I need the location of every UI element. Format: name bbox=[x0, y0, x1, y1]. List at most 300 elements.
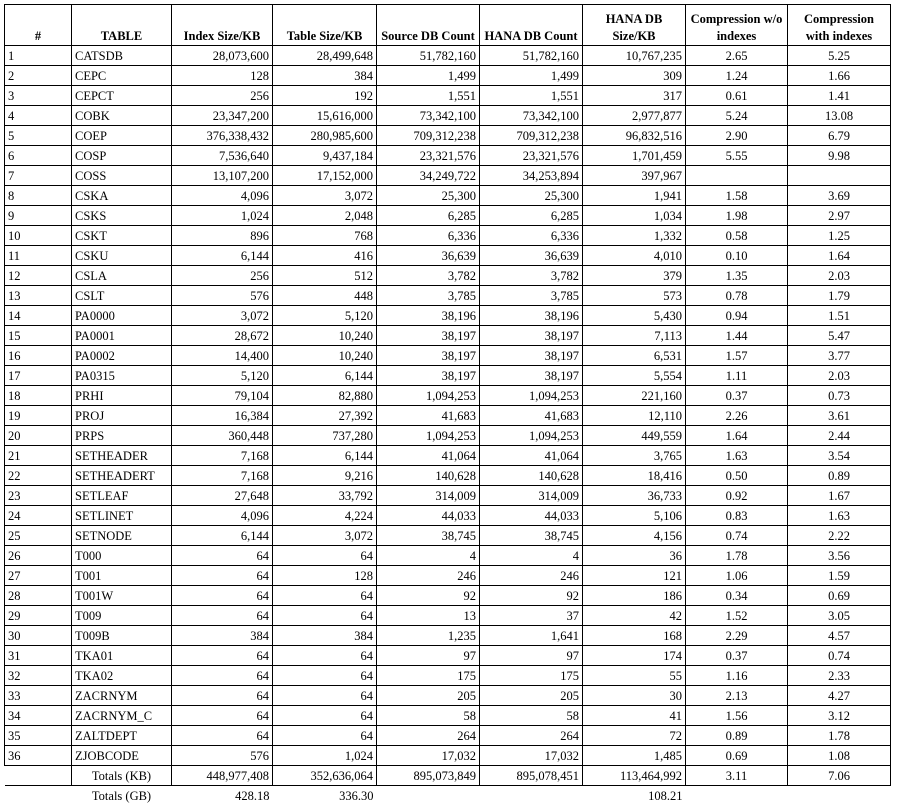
cell-table-name: SETLEAF bbox=[72, 486, 172, 506]
cell-compression-without-indexes: 1.06 bbox=[686, 566, 788, 586]
cell-hana-count: 1,499 bbox=[480, 66, 583, 86]
cell-table-name: PROJ bbox=[72, 406, 172, 426]
cell-num: 6 bbox=[5, 146, 72, 166]
cell-source-count: 1,094,253 bbox=[377, 426, 480, 446]
cell-table-size: 192 bbox=[273, 86, 377, 106]
cell-hana-count: 3,782 bbox=[480, 266, 583, 286]
cell-compression-with-indexes: 1.78 bbox=[788, 726, 891, 746]
cell-index-size: 7,168 bbox=[172, 446, 273, 466]
cell-hana-count: 314,009 bbox=[480, 486, 583, 506]
table-row bbox=[5, 466, 891, 486]
header-table-size: Table Size/KB bbox=[273, 5, 377, 46]
cell-hana-size: 168 bbox=[583, 626, 686, 646]
cell-table-name: PRHI bbox=[72, 386, 172, 406]
cell-hana-size: 174 bbox=[583, 646, 686, 666]
cell-table-name: PA0002 bbox=[72, 346, 172, 366]
cell-compression-without-indexes: 0.94 bbox=[686, 306, 788, 326]
totals-gb-label: Totals (GB) bbox=[91, 788, 152, 803]
cell-table-size: 5,120 bbox=[273, 306, 377, 326]
cell-compression-with-indexes: 1.66 bbox=[788, 66, 891, 86]
totals-gb-empty-c2 bbox=[788, 786, 891, 806]
cell-source-count: 6,336 bbox=[377, 226, 480, 246]
cell-num: 27 bbox=[5, 566, 72, 586]
cell-hana-count: 36,639 bbox=[480, 246, 583, 266]
cell-table-name: CSLA bbox=[72, 266, 172, 286]
cell-source-count: 1,235 bbox=[377, 626, 480, 646]
cell-compression-without-indexes: 0.58 bbox=[686, 226, 788, 246]
cell-compression-without-indexes: 5.55 bbox=[686, 146, 788, 166]
cell-index-size: 360,448 bbox=[172, 426, 273, 446]
cell-compression-with-indexes bbox=[788, 166, 891, 186]
cell-num: 29 bbox=[5, 606, 72, 626]
cell-hana-count: 37 bbox=[480, 606, 583, 626]
cell-compression-with-indexes: 3.61 bbox=[788, 406, 891, 426]
cell-index-size: 64 bbox=[172, 606, 273, 626]
cell-source-count: 41,064 bbox=[377, 446, 480, 466]
cell-source-count: 23,321,576 bbox=[377, 146, 480, 166]
cell-compression-without-indexes: 1.64 bbox=[686, 426, 788, 446]
table-row bbox=[5, 186, 891, 206]
cell-table-size: 64 bbox=[273, 686, 377, 706]
cell-compression-without-indexes: 2.65 bbox=[686, 46, 788, 66]
cell-hana-count: 97 bbox=[480, 646, 583, 666]
cell-source-count: 6,285 bbox=[377, 206, 480, 226]
cell-hana-size: 2,977,877 bbox=[583, 106, 686, 126]
cell-table-name: PA0001 bbox=[72, 326, 172, 346]
table-row bbox=[5, 106, 891, 126]
totals-kb-row bbox=[5, 766, 891, 786]
cell-table-name: T001 bbox=[72, 566, 172, 586]
cell-hana-size: 449,559 bbox=[583, 426, 686, 446]
cell-compression-without-indexes: 1.44 bbox=[686, 326, 788, 346]
table-row bbox=[5, 286, 891, 306]
cell-compression-without-indexes: 2.13 bbox=[686, 686, 788, 706]
cell-compression-with-indexes: 1.59 bbox=[788, 566, 891, 586]
cell-table-size: 27,392 bbox=[273, 406, 377, 426]
cell-hana-count: 709,312,238 bbox=[480, 126, 583, 146]
cell-num: 5 bbox=[5, 126, 72, 146]
cell-compression-with-indexes: 9.98 bbox=[788, 146, 891, 166]
cell-compression-with-indexes: 1.51 bbox=[788, 306, 891, 326]
cell-hana-size: 1,701,459 bbox=[583, 146, 686, 166]
cell-table-size: 10,240 bbox=[273, 346, 377, 366]
cell-source-count: 314,009 bbox=[377, 486, 480, 506]
cell-compression-with-indexes: 2.44 bbox=[788, 426, 891, 446]
cell-index-size: 3,072 bbox=[172, 306, 273, 326]
cell-compression-without-indexes: 0.89 bbox=[686, 726, 788, 746]
cell-table-name: COSS bbox=[72, 166, 172, 186]
cell-table-size: 128 bbox=[273, 566, 377, 586]
cell-hana-count: 6,336 bbox=[480, 226, 583, 246]
table-row bbox=[5, 166, 891, 186]
cell-hana-size: 18,416 bbox=[583, 466, 686, 486]
cell-table-size: 3,072 bbox=[273, 186, 377, 206]
cell-compression-with-indexes: 5.47 bbox=[788, 326, 891, 346]
cell-source-count: 73,342,100 bbox=[377, 106, 480, 126]
cell-source-count: 38,197 bbox=[377, 346, 480, 366]
cell-source-count: 58 bbox=[377, 706, 480, 726]
cell-table-name: PA0315 bbox=[72, 366, 172, 386]
cell-num: 9 bbox=[5, 206, 72, 226]
cell-compression-with-indexes: 1.79 bbox=[788, 286, 891, 306]
cell-index-size: 64 bbox=[172, 646, 273, 666]
cell-table-size: 416 bbox=[273, 246, 377, 266]
cell-hana-count: 6,285 bbox=[480, 206, 583, 226]
cell-table-name: TKA02 bbox=[72, 666, 172, 686]
header-compression-without-indexes: Compression w/o indexes bbox=[686, 5, 788, 46]
cell-hana-count: 73,342,100 bbox=[480, 106, 583, 126]
cell-hana-count: 34,253,894 bbox=[480, 166, 583, 186]
cell-table-size: 33,792 bbox=[273, 486, 377, 506]
cell-table-name: T009B bbox=[72, 626, 172, 646]
cell-index-size: 376,338,432 bbox=[172, 126, 273, 146]
cell-hana-size: 42 bbox=[583, 606, 686, 626]
cell-hana-count: 38,197 bbox=[480, 326, 583, 346]
cell-num: 7 bbox=[5, 166, 72, 186]
cell-table-size: 384 bbox=[273, 66, 377, 86]
cell-compression-with-indexes: 3.05 bbox=[788, 606, 891, 626]
cell-table-name: TKA01 bbox=[72, 646, 172, 666]
cell-index-size: 16,384 bbox=[172, 406, 273, 426]
cell-compression-with-indexes: 3.56 bbox=[788, 546, 891, 566]
cell-compression-without-indexes: 1.52 bbox=[686, 606, 788, 626]
cell-table-size: 4,224 bbox=[273, 506, 377, 526]
cell-num: 16 bbox=[5, 346, 72, 366]
cell-table-name: CSKA bbox=[72, 186, 172, 206]
cell-source-count: 34,249,722 bbox=[377, 166, 480, 186]
table-row bbox=[5, 546, 891, 566]
cell-hana-size: 7,113 bbox=[583, 326, 686, 346]
totals-gb-empty-c1 bbox=[686, 786, 788, 806]
cell-index-size: 7,168 bbox=[172, 466, 273, 486]
cell-compression-without-indexes: 2.29 bbox=[686, 626, 788, 646]
cell-num: 25 bbox=[5, 526, 72, 546]
cell-compression-without-indexes: 0.92 bbox=[686, 486, 788, 506]
cell-num: 10 bbox=[5, 226, 72, 246]
cell-table-name: SETNODE bbox=[72, 526, 172, 546]
header-num: # bbox=[5, 5, 72, 46]
cell-num: 31 bbox=[5, 646, 72, 666]
cell-num: 18 bbox=[5, 386, 72, 406]
cell-index-size: 896 bbox=[172, 226, 273, 246]
cell-table-size: 10,240 bbox=[273, 326, 377, 346]
cell-compression-with-indexes: 4.27 bbox=[788, 686, 891, 706]
table-row bbox=[5, 586, 891, 606]
cell-source-count: 92 bbox=[377, 586, 480, 606]
cell-hana-size: 30 bbox=[583, 686, 686, 706]
cell-compression-with-indexes: 1.08 bbox=[788, 746, 891, 766]
cell-table-name: COSP bbox=[72, 146, 172, 166]
cell-num: 33 bbox=[5, 686, 72, 706]
cell-compression-without-indexes: 1.57 bbox=[686, 346, 788, 366]
table-row bbox=[5, 686, 891, 706]
cell-hana-size: 41 bbox=[583, 706, 686, 726]
cell-hana-size: 72 bbox=[583, 726, 686, 746]
cell-compression-with-indexes: 2.03 bbox=[788, 366, 891, 386]
cell-table-size: 15,616,000 bbox=[273, 106, 377, 126]
cell-hana-size: 12,110 bbox=[583, 406, 686, 426]
cell-compression-with-indexes: 1.64 bbox=[788, 246, 891, 266]
cell-source-count: 3,782 bbox=[377, 266, 480, 286]
cell-source-count: 36,639 bbox=[377, 246, 480, 266]
cell-hana-count: 58 bbox=[480, 706, 583, 726]
cell-hana-count: 17,032 bbox=[480, 746, 583, 766]
table-row bbox=[5, 126, 891, 146]
cell-source-count: 4 bbox=[377, 546, 480, 566]
cell-compression-with-indexes: 1.67 bbox=[788, 486, 891, 506]
cell-source-count: 38,196 bbox=[377, 306, 480, 326]
cell-table-size: 280,985,600 bbox=[273, 126, 377, 146]
cell-num: 28 bbox=[5, 586, 72, 606]
cell-compression-with-indexes: 0.69 bbox=[788, 586, 891, 606]
cell-table-name: CSKS bbox=[72, 206, 172, 226]
cell-compression-without-indexes: 0.37 bbox=[686, 646, 788, 666]
table-row bbox=[5, 406, 891, 426]
cell-table-size: 1,024 bbox=[273, 746, 377, 766]
cell-source-count: 13 bbox=[377, 606, 480, 626]
cell-compression-without-indexes: 2.90 bbox=[686, 126, 788, 146]
cell-num: 30 bbox=[5, 626, 72, 646]
cell-hana-size: 1,941 bbox=[583, 186, 686, 206]
cell-hana-count: 3,785 bbox=[480, 286, 583, 306]
cell-num: 11 bbox=[5, 246, 72, 266]
cell-compression-without-indexes: 0.69 bbox=[686, 746, 788, 766]
cell-table-name: ZJOBCODE bbox=[72, 746, 172, 766]
cell-table-name: COEP bbox=[72, 126, 172, 146]
table-row bbox=[5, 626, 891, 646]
header-source-count: Source DB Count bbox=[377, 5, 480, 46]
cell-index-size: 256 bbox=[172, 266, 273, 286]
header-hana-count: HANA DB Count bbox=[480, 5, 583, 46]
table-row bbox=[5, 446, 891, 466]
table-row bbox=[5, 706, 891, 726]
cell-hana-size: 5,430 bbox=[583, 306, 686, 326]
cell-hana-size: 4,156 bbox=[583, 526, 686, 546]
compression-table bbox=[4, 4, 891, 805]
cell-hana-size: 221,160 bbox=[583, 386, 686, 406]
cell-hana-count: 140,628 bbox=[480, 466, 583, 486]
cell-hana-size: 36 bbox=[583, 546, 686, 566]
cell-hana-count: 1,094,253 bbox=[480, 386, 583, 406]
cell-hana-size: 397,967 bbox=[583, 166, 686, 186]
header-compression-with-indexes: Compression with indexes bbox=[788, 5, 891, 46]
table-row bbox=[5, 606, 891, 626]
cell-index-size: 13,107,200 bbox=[172, 166, 273, 186]
cell-compression-with-indexes: 4.57 bbox=[788, 626, 891, 646]
table-row bbox=[5, 366, 891, 386]
cell-hana-size: 3,765 bbox=[583, 446, 686, 466]
cell-table-size: 82,880 bbox=[273, 386, 377, 406]
cell-compression-without-indexes: 1.24 bbox=[686, 66, 788, 86]
cell-table-size: 737,280 bbox=[273, 426, 377, 446]
table-header bbox=[5, 5, 891, 46]
cell-hana-size: 55 bbox=[583, 666, 686, 686]
cell-compression-without-indexes: 0.83 bbox=[686, 506, 788, 526]
table-row bbox=[5, 326, 891, 346]
cell-hana-size: 1,332 bbox=[583, 226, 686, 246]
cell-source-count: 264 bbox=[377, 726, 480, 746]
table-footer bbox=[5, 766, 891, 806]
cell-index-size: 576 bbox=[172, 286, 273, 306]
cell-compression-with-indexes: 2.97 bbox=[788, 206, 891, 226]
cell-source-count: 3,785 bbox=[377, 286, 480, 306]
cell-index-size: 6,144 bbox=[172, 246, 273, 266]
cell-source-count: 41,683 bbox=[377, 406, 480, 426]
cell-source-count: 709,312,238 bbox=[377, 126, 480, 146]
cell-table-size: 64 bbox=[273, 546, 377, 566]
cell-table-size: 64 bbox=[273, 586, 377, 606]
totals-kb-compression-without-indexes: 3.11 bbox=[686, 766, 788, 786]
cell-compression-with-indexes: 3.69 bbox=[788, 186, 891, 206]
cell-table-name: SETHEADERT bbox=[72, 466, 172, 486]
cell-table-size: 64 bbox=[273, 706, 377, 726]
totals-gb-index-size: 428.18 bbox=[235, 788, 270, 803]
cell-table-size: 28,499,648 bbox=[273, 46, 377, 66]
cell-table-size: 9,216 bbox=[273, 466, 377, 486]
cell-table-name: PRPS bbox=[72, 426, 172, 446]
cell-table-name: T000 bbox=[72, 546, 172, 566]
table-row bbox=[5, 426, 891, 446]
cell-hana-size: 186 bbox=[583, 586, 686, 606]
compression-table-sheet bbox=[4, 4, 891, 805]
table-row bbox=[5, 266, 891, 286]
cell-hana-size: 379 bbox=[583, 266, 686, 286]
table-row bbox=[5, 646, 891, 666]
cell-compression-with-indexes: 1.25 bbox=[788, 226, 891, 246]
cell-index-size: 4,096 bbox=[172, 186, 273, 206]
table-row bbox=[5, 486, 891, 506]
cell-hana-count: 44,033 bbox=[480, 506, 583, 526]
cell-num: 12 bbox=[5, 266, 72, 286]
cell-source-count: 1,094,253 bbox=[377, 386, 480, 406]
cell-num: 3 bbox=[5, 86, 72, 106]
cell-table-name: SETLINET bbox=[72, 506, 172, 526]
cell-compression-with-indexes: 5.25 bbox=[788, 46, 891, 66]
cell-index-size: 384 bbox=[172, 626, 273, 646]
cell-table-size: 17,152,000 bbox=[273, 166, 377, 186]
cell-compression-without-indexes bbox=[686, 166, 788, 186]
cell-num: 32 bbox=[5, 666, 72, 686]
cell-hana-size: 5,106 bbox=[583, 506, 686, 526]
cell-table-name: PA0000 bbox=[72, 306, 172, 326]
cell-index-size: 256 bbox=[172, 86, 273, 106]
cell-num: 13 bbox=[5, 286, 72, 306]
cell-num: 23 bbox=[5, 486, 72, 506]
cell-compression-without-indexes: 1.56 bbox=[686, 706, 788, 726]
cell-table-name: T001W bbox=[72, 586, 172, 606]
cell-source-count: 17,032 bbox=[377, 746, 480, 766]
cell-index-size: 64 bbox=[172, 546, 273, 566]
cell-compression-without-indexes: 1.11 bbox=[686, 366, 788, 386]
cell-num: 20 bbox=[5, 426, 72, 446]
cell-index-size: 5,120 bbox=[172, 366, 273, 386]
cell-table-size: 64 bbox=[273, 646, 377, 666]
cell-table-size: 768 bbox=[273, 226, 377, 246]
cell-compression-with-indexes: 6.79 bbox=[788, 126, 891, 146]
totals-kb-compression-with-indexes: 7.06 bbox=[788, 766, 891, 786]
cell-num: 2 bbox=[5, 66, 72, 86]
table-row bbox=[5, 86, 891, 106]
cell-num: 24 bbox=[5, 506, 72, 526]
cell-table-size: 512 bbox=[273, 266, 377, 286]
totals-gb-table-size: 336.30 bbox=[339, 788, 374, 803]
cell-source-count: 1,499 bbox=[377, 66, 480, 86]
table-row bbox=[5, 386, 891, 406]
cell-num: 19 bbox=[5, 406, 72, 426]
cell-table-size: 64 bbox=[273, 666, 377, 686]
table-row bbox=[5, 146, 891, 166]
cell-table-name: COBK bbox=[72, 106, 172, 126]
cell-source-count: 38,197 bbox=[377, 366, 480, 386]
cell-source-count: 205 bbox=[377, 686, 480, 706]
cell-num: 14 bbox=[5, 306, 72, 326]
cell-index-size: 27,648 bbox=[172, 486, 273, 506]
cell-table-name: CEPCT bbox=[72, 86, 172, 106]
cell-compression-without-indexes: 1.98 bbox=[686, 206, 788, 226]
cell-table-size: 448 bbox=[273, 286, 377, 306]
cell-index-size: 14,400 bbox=[172, 346, 273, 366]
cell-compression-without-indexes: 0.61 bbox=[686, 86, 788, 106]
totals-gb-empty-hana-count bbox=[480, 786, 583, 806]
cell-table-size: 64 bbox=[273, 606, 377, 626]
cell-compression-with-indexes: 13.08 bbox=[788, 106, 891, 126]
cell-source-count: 38,745 bbox=[377, 526, 480, 546]
cell-index-size: 6,144 bbox=[172, 526, 273, 546]
totals-gb-empty-source bbox=[377, 786, 480, 806]
cell-hana-size: 96,832,516 bbox=[583, 126, 686, 146]
cell-compression-without-indexes: 1.58 bbox=[686, 186, 788, 206]
cell-index-size: 64 bbox=[172, 686, 273, 706]
cell-hana-count: 1,094,253 bbox=[480, 426, 583, 446]
cell-num: 35 bbox=[5, 726, 72, 746]
totals-kb-hana-count: 895,078,451 bbox=[480, 766, 583, 786]
cell-hana-count: 246 bbox=[480, 566, 583, 586]
cell-hana-count: 205 bbox=[480, 686, 583, 706]
cell-index-size: 128 bbox=[172, 66, 273, 86]
cell-table-size: 3,072 bbox=[273, 526, 377, 546]
header-hana-size: HANA DB Size/KB bbox=[583, 5, 686, 46]
totals-kb-label: Totals (KB) bbox=[72, 766, 172, 786]
cell-compression-without-indexes: 0.10 bbox=[686, 246, 788, 266]
cell-source-count: 246 bbox=[377, 566, 480, 586]
cell-compression-without-indexes: 0.34 bbox=[686, 586, 788, 606]
cell-table-size: 2,048 bbox=[273, 206, 377, 226]
table-body bbox=[5, 46, 891, 766]
table-row bbox=[5, 66, 891, 86]
cell-hana-count: 51,782,160 bbox=[480, 46, 583, 66]
cell-hana-count: 25,300 bbox=[480, 186, 583, 206]
table-row bbox=[5, 506, 891, 526]
totals-gb-row bbox=[5, 786, 891, 806]
cell-index-size: 79,104 bbox=[172, 386, 273, 406]
cell-compression-with-indexes: 0.74 bbox=[788, 646, 891, 666]
header-row bbox=[5, 5, 891, 46]
header-table: TABLE bbox=[72, 5, 172, 46]
cell-table-size: 6,144 bbox=[273, 446, 377, 466]
cell-hana-count: 38,197 bbox=[480, 346, 583, 366]
totals-gb-spacer bbox=[5, 786, 72, 806]
cell-compression-without-indexes: 1.78 bbox=[686, 546, 788, 566]
table-row bbox=[5, 726, 891, 746]
table-row bbox=[5, 566, 891, 586]
cell-table-name: ZACRNYM bbox=[72, 686, 172, 706]
cell-index-size: 1,024 bbox=[172, 206, 273, 226]
cell-hana-count: 1,551 bbox=[480, 86, 583, 106]
cell-num: 36 bbox=[5, 746, 72, 766]
cell-compression-with-indexes: 3.12 bbox=[788, 706, 891, 726]
cell-table-size: 6,144 bbox=[273, 366, 377, 386]
cell-index-size: 64 bbox=[172, 566, 273, 586]
